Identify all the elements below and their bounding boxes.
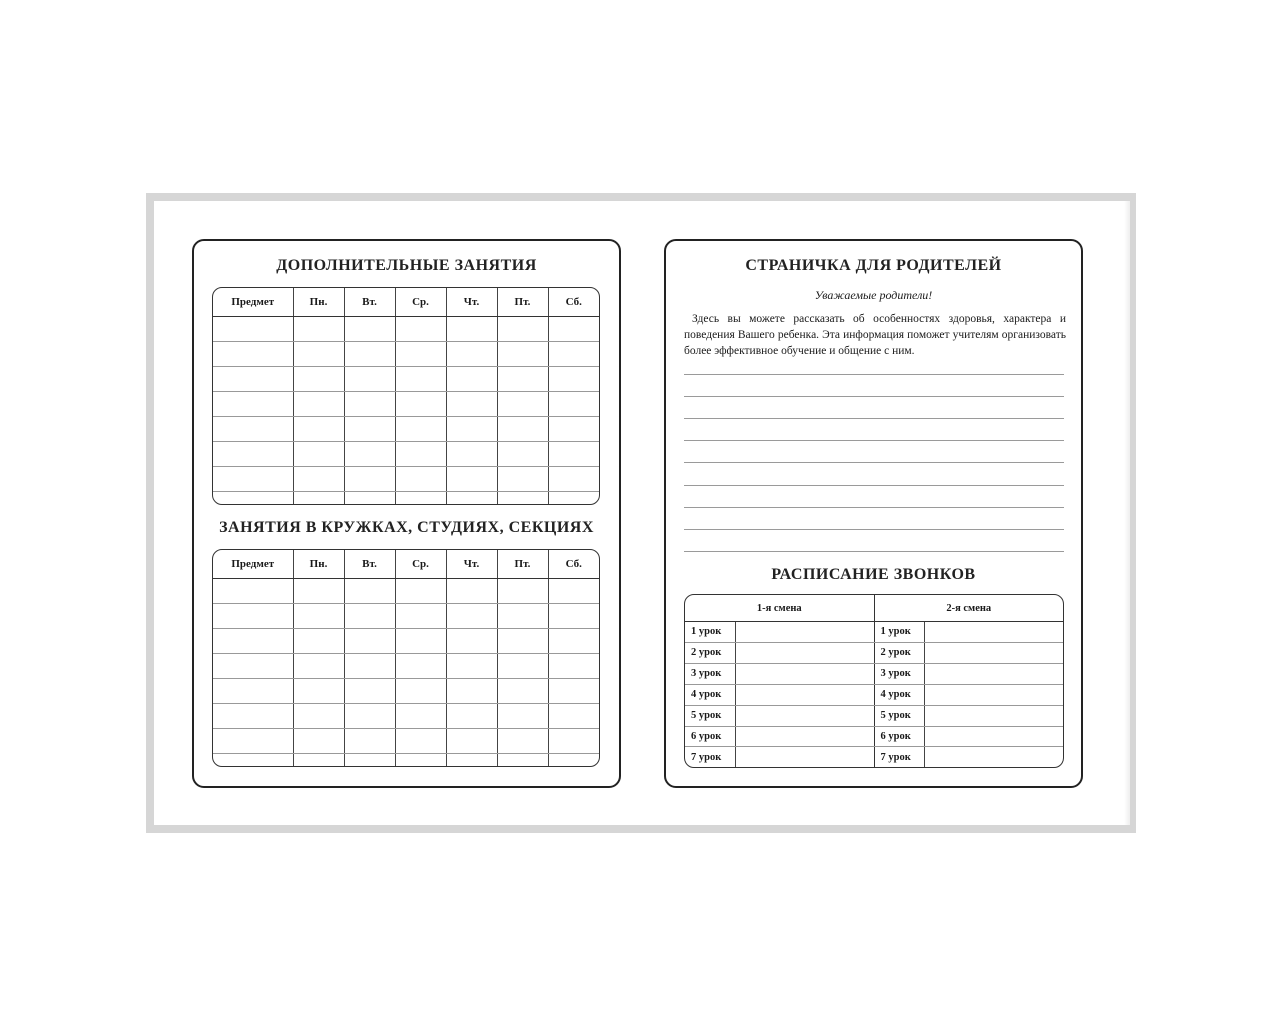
table-cell[interactable] (213, 392, 293, 417)
table-cell[interactable] (446, 417, 497, 442)
table-cell[interactable] (548, 367, 599, 392)
table-cell[interactable] (548, 317, 599, 342)
bell-row (685, 726, 1063, 747)
table-cell[interactable] (497, 604, 548, 629)
table-cell[interactable] (293, 442, 344, 467)
bell-schedule-table (684, 594, 1064, 768)
table-cell[interactable] (446, 679, 497, 704)
section-title-extra-lessons: ДОПОЛНИТЕЛЬНЫЕ ЗАНЯТИЯ (276, 257, 537, 274)
writing-line (684, 485, 1064, 486)
table-row (213, 317, 599, 342)
table-cell[interactable] (548, 654, 599, 679)
table-cell[interactable] (395, 754, 446, 767)
table-cell[interactable] (213, 579, 293, 604)
table-cell[interactable] (548, 417, 599, 442)
table-cell[interactable] (213, 467, 293, 492)
table-cell[interactable] (344, 629, 395, 654)
table-cell[interactable] (395, 467, 446, 492)
table-cell[interactable] (344, 604, 395, 629)
bell-row (685, 747, 1063, 767)
column-header: Вт. (344, 550, 395, 579)
table-cell[interactable] (395, 704, 446, 729)
writing-line (684, 418, 1064, 419)
table-cell[interactable] (293, 654, 344, 679)
lesson-time-cell[interactable] (735, 747, 874, 767)
table-cell[interactable] (293, 629, 344, 654)
table-cell[interactable] (293, 417, 344, 442)
lesson-time-cell[interactable] (924, 705, 1063, 726)
table-cell[interactable] (548, 579, 599, 604)
table-cell[interactable] (548, 754, 599, 767)
table-cell[interactable] (395, 417, 446, 442)
lesson-label: 5 урок (874, 705, 924, 726)
table-cell[interactable] (497, 704, 548, 729)
table-row (213, 342, 599, 367)
table-cell[interactable] (497, 629, 548, 654)
table-cell[interactable] (548, 392, 599, 417)
table-cell[interactable] (446, 467, 497, 492)
table-cell[interactable] (293, 392, 344, 417)
table-cell[interactable] (213, 704, 293, 729)
table-cell[interactable] (548, 729, 599, 754)
table-cell[interactable] (395, 392, 446, 417)
parents-greeting: Уважаемые родители! (814, 288, 933, 302)
lesson-time-cell[interactable] (924, 663, 1063, 684)
table-cell[interactable] (344, 367, 395, 392)
table-cell[interactable] (497, 342, 548, 367)
table-cell[interactable] (213, 654, 293, 679)
lesson-time-cell[interactable] (924, 684, 1063, 705)
table-cell[interactable] (213, 754, 293, 767)
lesson-time-cell[interactable] (735, 642, 874, 663)
bell-row (685, 642, 1063, 663)
lesson-label: 2 урок (874, 642, 924, 663)
table-cell[interactable] (213, 729, 293, 754)
lesson-label: 7 урок (685, 747, 735, 767)
table-cell[interactable] (446, 492, 497, 505)
lesson-time-cell[interactable] (924, 622, 1063, 643)
table-cell[interactable] (395, 367, 446, 392)
page-edge (1124, 201, 1130, 825)
lesson-label: 2 урок (685, 642, 735, 663)
bell-row (685, 622, 1063, 643)
table-cell[interactable] (395, 342, 446, 367)
table-cell[interactable] (344, 579, 395, 604)
lesson-time-cell[interactable] (735, 684, 874, 705)
table-row (213, 367, 599, 392)
shift-2-header: 2-я смена (874, 595, 1063, 622)
table-body (213, 317, 599, 505)
table-cell[interactable] (446, 729, 497, 754)
table-cell[interactable] (293, 342, 344, 367)
table-cell[interactable] (344, 654, 395, 679)
writing-line (684, 529, 1064, 530)
table-cell[interactable] (446, 754, 497, 767)
table-cell[interactable] (293, 754, 344, 767)
lesson-label: 7 урок (874, 747, 924, 767)
writing-line (684, 396, 1064, 397)
table-row (213, 579, 599, 604)
table-cell[interactable] (395, 442, 446, 467)
writing-line (684, 374, 1064, 375)
table-cell[interactable] (395, 629, 446, 654)
table-header-row (213, 288, 599, 317)
table-row (213, 704, 599, 729)
lesson-label: 5 урок (685, 705, 735, 726)
lesson-time-cell[interactable] (735, 663, 874, 684)
table-cell[interactable] (497, 679, 548, 704)
table-cell[interactable] (446, 579, 497, 604)
column-header: Предмет (213, 288, 293, 317)
table-cell[interactable] (213, 342, 293, 367)
table-cell[interactable] (344, 342, 395, 367)
table-cell[interactable] (344, 729, 395, 754)
table-cell[interactable] (446, 604, 497, 629)
table-cell[interactable] (344, 754, 395, 767)
bell-rows (685, 622, 1063, 768)
table-cell[interactable] (548, 342, 599, 367)
table-cell[interactable] (213, 679, 293, 704)
table-cell[interactable] (548, 679, 599, 704)
table-cell[interactable] (497, 654, 548, 679)
table-cell[interactable] (497, 442, 548, 467)
table-cell[interactable] (446, 367, 497, 392)
table-cell[interactable] (395, 579, 446, 604)
table-cell[interactable] (446, 392, 497, 417)
table-cell[interactable] (213, 629, 293, 654)
table-cell[interactable] (293, 604, 344, 629)
table-cell[interactable] (293, 492, 344, 505)
column-header: Вт. (344, 288, 395, 317)
table-row (213, 392, 599, 417)
table-cell[interactable] (213, 492, 293, 505)
table-cell[interactable] (497, 417, 548, 442)
table-cell[interactable] (446, 629, 497, 654)
table-cell[interactable] (293, 679, 344, 704)
table-cell[interactable] (548, 604, 599, 629)
table-cell[interactable] (446, 704, 497, 729)
lesson-label: 1 урок (874, 622, 924, 643)
bell-row (685, 705, 1063, 726)
lesson-time-cell[interactable] (735, 622, 874, 643)
section-title-clubs: ЗАНЯТИЯ В КРУЖКАХ, СТУДИЯХ, СЕКЦИЯХ (219, 519, 594, 536)
table-cell[interactable] (446, 342, 497, 367)
bell-schedule-title: РАСПИСАНИЕ ЗВОНКОВ (771, 566, 976, 583)
column-header: Пн. (293, 550, 344, 579)
extra-lessons-table (212, 287, 600, 505)
shift-1-header: 1-я смена (685, 595, 874, 622)
lesson-time-cell[interactable] (924, 726, 1063, 747)
table-row (213, 417, 599, 442)
table-cell[interactable] (213, 442, 293, 467)
writing-line (684, 507, 1064, 508)
table-cell[interactable] (344, 467, 395, 492)
column-header: Ср. (395, 288, 446, 317)
table-row (213, 467, 599, 492)
lesson-label: 4 урок (685, 684, 735, 705)
table-cell[interactable] (344, 442, 395, 467)
table-cell[interactable] (344, 679, 395, 704)
table-cell[interactable] (497, 579, 548, 604)
table-cell[interactable] (497, 729, 548, 754)
table-cell[interactable] (293, 579, 344, 604)
lesson-time-cell[interactable] (735, 705, 874, 726)
table-cell[interactable] (548, 467, 599, 492)
lesson-label: 6 урок (685, 726, 735, 747)
lesson-label: 6 урок (874, 726, 924, 747)
lesson-label: 3 урок (685, 663, 735, 684)
table-cell[interactable] (344, 704, 395, 729)
table-cell[interactable] (446, 442, 497, 467)
table-cell[interactable] (395, 604, 446, 629)
table-cell[interactable] (548, 629, 599, 654)
table-cell[interactable] (293, 367, 344, 392)
table-row (213, 442, 599, 467)
table-cell[interactable] (213, 367, 293, 392)
table-cell[interactable] (395, 679, 446, 704)
column-header: Сб. (548, 288, 599, 317)
table-cell[interactable] (293, 317, 344, 342)
table-cell[interactable] (548, 442, 599, 467)
table-header-row (213, 550, 599, 579)
writing-line (684, 440, 1064, 441)
table-cell[interactable] (548, 492, 599, 505)
lesson-time-cell[interactable] (924, 642, 1063, 663)
table-cell[interactable] (497, 317, 548, 342)
table-cell[interactable] (446, 654, 497, 679)
table-cell[interactable] (293, 467, 344, 492)
lesson-time-cell[interactable] (924, 747, 1063, 767)
lesson-label: 4 урок (874, 684, 924, 705)
column-header: Пн. (293, 288, 344, 317)
table-cell[interactable] (344, 317, 395, 342)
table-cell[interactable] (344, 392, 395, 417)
clubs-table (212, 549, 600, 767)
table-cell[interactable] (213, 317, 293, 342)
table-cell[interactable] (497, 754, 548, 767)
table-row (213, 604, 599, 629)
table-cell[interactable] (548, 704, 599, 729)
column-header: Пт. (497, 288, 548, 317)
bell-header-row (685, 595, 1063, 622)
table-cell[interactable] (497, 367, 548, 392)
table-cell[interactable] (497, 492, 548, 505)
parents-intro-text: Здесь вы можете рассказать об особенностях здоровья, характера и поведения Вашего ребенка. Эта информация поможет учителям организовать более эффективное обучение и общение с ним. (684, 313, 1066, 357)
table-cell[interactable] (213, 417, 293, 442)
parents-page-title: СТРАНИЧКА ДЛЯ РОДИТЕЛЕЙ (745, 257, 1002, 274)
table-cell[interactable] (395, 317, 446, 342)
column-header: Пт. (497, 550, 548, 579)
column-header: Сб. (548, 550, 599, 579)
table-body (213, 579, 599, 767)
table-cell[interactable] (497, 467, 548, 492)
table-row (213, 679, 599, 704)
table-row (213, 492, 599, 505)
column-header: Чт. (446, 550, 497, 579)
table-cell[interactable] (395, 492, 446, 505)
writing-line (684, 551, 1064, 552)
column-header: Чт. (446, 288, 497, 317)
column-header: Ср. (395, 550, 446, 579)
table-row (213, 729, 599, 754)
bell-row (685, 663, 1063, 684)
lesson-label: 1 урок (685, 622, 735, 643)
table-row (213, 754, 599, 767)
table-cell[interactable] (213, 604, 293, 629)
lesson-label: 3 урок (874, 663, 924, 684)
writing-line (684, 462, 1064, 463)
column-header: Предмет (213, 550, 293, 579)
table-cell[interactable] (344, 417, 395, 442)
table-cell[interactable] (497, 392, 548, 417)
table-row (213, 629, 599, 654)
table-cell[interactable] (293, 729, 344, 754)
table-cell[interactable] (293, 704, 344, 729)
table-cell[interactable] (344, 492, 395, 505)
table-cell[interactable] (395, 654, 446, 679)
table-row (213, 654, 599, 679)
table-cell[interactable] (395, 729, 446, 754)
table-cell[interactable] (446, 317, 497, 342)
bell-row (685, 684, 1063, 705)
lesson-time-cell[interactable] (735, 726, 874, 747)
